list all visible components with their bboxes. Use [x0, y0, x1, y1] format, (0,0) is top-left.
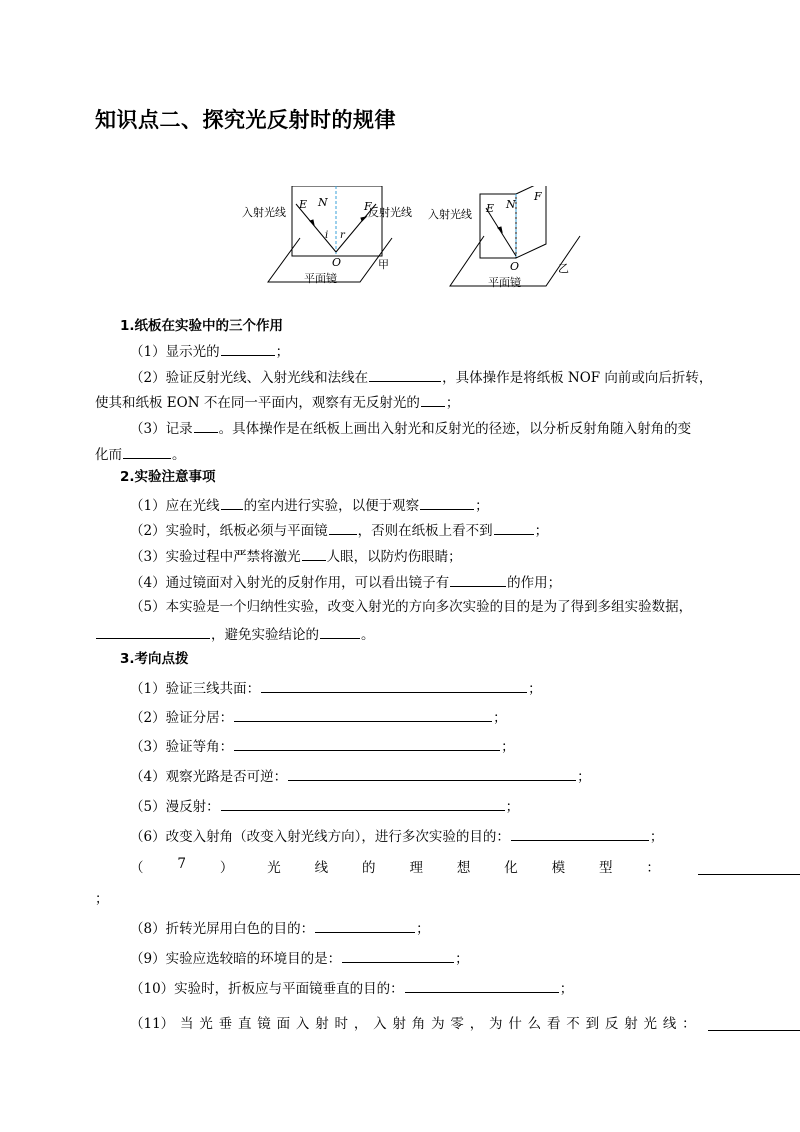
blank: [234, 736, 500, 751]
q6-text: （6）改变入射角（改变入射光线方向），进行多次实验的目的：: [130, 829, 510, 845]
s1-line-4: [130, 418, 691, 438]
s1-l2-text-a: （2）验证反射光线、入射光线和法线在: [130, 370, 369, 386]
q5-text: （5）漫反射：: [130, 799, 220, 815]
q11-blank: [708, 1030, 800, 1031]
q11-char: ：: [682, 1016, 696, 1032]
q11-char: 角: [411, 1016, 426, 1032]
blank: [315, 918, 415, 933]
q2-text: （2）验证分居：: [130, 710, 234, 726]
semicolon: ；: [505, 799, 520, 815]
s2-l1-text-a: （1）应在光线: [130, 498, 220, 514]
label-mirror-left: 平面镜: [304, 272, 337, 285]
s1-l5-text-b: 。: [172, 447, 186, 463]
semicolon: ；: [528, 681, 542, 697]
s2-l6-text-b: 。: [361, 627, 375, 643]
q11-char: 光: [199, 1016, 213, 1032]
semicolon: ；: [455, 951, 469, 967]
s2-line-4: [130, 572, 561, 592]
s1-l3-text-b: ；: [445, 395, 460, 411]
s2-l3-text-a: （3）实验过程中严禁将激光: [130, 549, 301, 565]
label-jia: 甲: [378, 258, 389, 271]
q2-line: [130, 707, 507, 727]
blank: [194, 418, 218, 433]
blank: [405, 978, 559, 993]
q10-line: [130, 978, 573, 998]
section-2-heading: 2.实验注意事项: [120, 469, 216, 485]
blank: [494, 520, 534, 535]
q8-text: （8）折转光屏用白色的目的：: [130, 921, 315, 937]
s2-l6-text-a: ，避免实验结论的: [211, 627, 319, 643]
q11-char: 面: [276, 1016, 291, 1032]
q7-char: 想: [456, 860, 471, 876]
q11-char: 入: [373, 1016, 387, 1032]
s2-l4-text-b: 的作用；: [507, 575, 562, 591]
s2-line-6: [95, 624, 375, 644]
q7-char: 模: [551, 860, 566, 876]
s2-l3-text-b: 人眼，以防灼伤眼睛；: [326, 549, 462, 565]
s1-l4-text-a: （3）记录: [130, 421, 193, 437]
label-N-left: N: [318, 196, 328, 209]
q4-line: [130, 766, 591, 786]
q7-char: 的: [362, 860, 376, 876]
blank: [450, 572, 506, 587]
q11-char: 为: [431, 1016, 445, 1032]
label-F-right: F: [534, 190, 542, 203]
label-O-left: O: [332, 256, 342, 269]
s1-line-2: [130, 367, 712, 387]
q3-text: （3）验证等角：: [130, 739, 234, 755]
blank: [123, 444, 171, 459]
semicolon: ；: [501, 739, 515, 755]
section-1-heading: 1.纸板在实验中的三个作用: [120, 318, 284, 334]
blank: [221, 796, 505, 811]
blank: [342, 948, 454, 963]
blank: [221, 495, 243, 510]
s2-l4-text-a: （4）通过镜面对入射光的反射作用，可以看出镜子有: [130, 575, 450, 591]
label-O-right: O: [510, 260, 520, 273]
q11-char: 到: [585, 1016, 600, 1032]
s1-line-1: [130, 341, 289, 361]
blank: [96, 624, 210, 639]
label-N-right: N: [506, 198, 516, 211]
s2-line-1: [130, 495, 489, 515]
semicolon: ；: [416, 921, 430, 937]
blank: [369, 367, 441, 382]
blank: [329, 520, 357, 535]
blank: [288, 766, 576, 781]
q11-char: 镜: [257, 1016, 271, 1032]
q11-char: 垂: [218, 1016, 233, 1032]
label-r: r: [340, 230, 345, 241]
q7-blank: [698, 874, 800, 875]
section-3-heading: 3.考向点拨: [120, 651, 189, 667]
label-i: i: [325, 230, 329, 241]
s1-l4-text-b: 。具体操作是在纸板上画出入射光和反射光的径迹，以分析反射角随入射角的变: [218, 421, 692, 437]
q11-char: 入: [295, 1016, 310, 1032]
q11-line: [130, 1012, 696, 1032]
q11-char: 光: [643, 1016, 657, 1032]
s1-l2-text-b: ，具体操作是将纸板 NOF 向前或向后折转，: [442, 370, 713, 386]
q7-char: 型: [599, 860, 613, 876]
s2-line-2: [130, 520, 548, 540]
page-title: 知识点二、探究光反射时的规律: [95, 108, 396, 132]
s1-l1-text-b: ；: [275, 344, 290, 360]
semicolon: ；: [577, 769, 591, 785]
q8-line: [130, 918, 430, 938]
s2-l2-text-c: ；: [534, 523, 549, 539]
q1-line: [130, 678, 542, 698]
q7-char: ）: [219, 860, 234, 876]
s2-l2-text-a: （2）实验时，纸板必须与平面镜: [130, 523, 328, 539]
s1-line-5: [95, 444, 186, 464]
q7-char: （: [130, 860, 144, 876]
blank: [421, 392, 445, 407]
q11-char: 射: [392, 1016, 406, 1032]
q4-text: （4）观察光路是否可逆：: [130, 769, 288, 785]
q9-text: （9）实验应选较暗的环境目的是：: [130, 951, 342, 967]
blank: [302, 546, 326, 561]
q11-char: 时: [334, 1016, 348, 1032]
q1-text: （1）验证三线共面：: [130, 681, 261, 697]
experiment-figure: [240, 186, 600, 296]
s2-l2-text-b: ，否则在纸板上看不到: [357, 523, 493, 539]
label-E-left: E: [299, 198, 308, 211]
q11-char: 反: [604, 1016, 619, 1032]
s1-l3-text-a: 使其和纸板 EON 不在同一平面内，观察有无反射光的: [95, 395, 420, 411]
q10-text: （10）实验时，折板应与平面镜垂直的目的：: [130, 981, 404, 997]
q7-line: [130, 856, 660, 876]
s2-line-3: [130, 546, 462, 566]
q7-end: ；: [95, 891, 109, 907]
s1-l5-text-a: 化而: [95, 447, 122, 463]
q11-char: 为: [489, 1016, 503, 1032]
blank: [221, 341, 275, 356]
semicolon: ；: [493, 710, 507, 726]
blank: [261, 678, 527, 693]
q7-char: 理: [409, 860, 423, 876]
q11-char: 什: [508, 1016, 522, 1032]
q11-char: ，: [353, 1016, 368, 1032]
q11-char: ，: [469, 1016, 484, 1032]
s1-line-3: [95, 392, 459, 412]
q7-char: ：: [646, 860, 660, 876]
q11-char: 不: [566, 1016, 580, 1032]
semicolon: ；: [649, 829, 664, 845]
q11-char: 射: [315, 1016, 329, 1032]
label-F-left: F: [364, 200, 372, 213]
s2-line-5: （5）本实验是一个归纳性实验，改变入射光的方向多次实验的目的是为了得到多组实验数据，: [130, 599, 693, 615]
q11-char: 看: [546, 1016, 561, 1032]
q7-char: 线: [314, 860, 329, 876]
blank: [320, 624, 360, 639]
label-incident-light-right: 入射光线: [428, 208, 472, 221]
label-mirror-right: 平面镜: [488, 276, 521, 289]
q11-char: 射: [624, 1016, 638, 1032]
semicolon: ；: [559, 981, 574, 997]
q3-line: [130, 736, 515, 756]
s1-l1-text-a: （1）显示光的: [130, 344, 220, 360]
q9-line: [130, 948, 469, 968]
q7-char: 化: [504, 860, 518, 876]
q7-char: 7: [177, 856, 186, 872]
label-reflected-light: 反射光线: [368, 206, 412, 219]
s2-l1-text-c: ；: [475, 498, 489, 514]
q11-char: 当: [180, 1016, 194, 1032]
label-E-right: E: [486, 202, 495, 215]
q11-char: （11）: [130, 1016, 175, 1032]
label-yi: 乙: [558, 262, 569, 275]
q11-char: 直: [237, 1016, 252, 1032]
label-incident-light-left: 入射光线: [242, 206, 286, 219]
blank: [234, 707, 492, 722]
q11-char: 线: [662, 1016, 677, 1032]
q6-line: [130, 826, 663, 846]
q7-char: 光: [267, 860, 281, 876]
s2-l1-text-b: 的室内进行实验，以便于观察: [243, 498, 420, 514]
q11-char: 零: [450, 1016, 464, 1032]
blank: [511, 826, 649, 841]
blank: [420, 495, 474, 510]
q11-char: 么: [527, 1016, 542, 1032]
q5-line: [130, 796, 519, 816]
